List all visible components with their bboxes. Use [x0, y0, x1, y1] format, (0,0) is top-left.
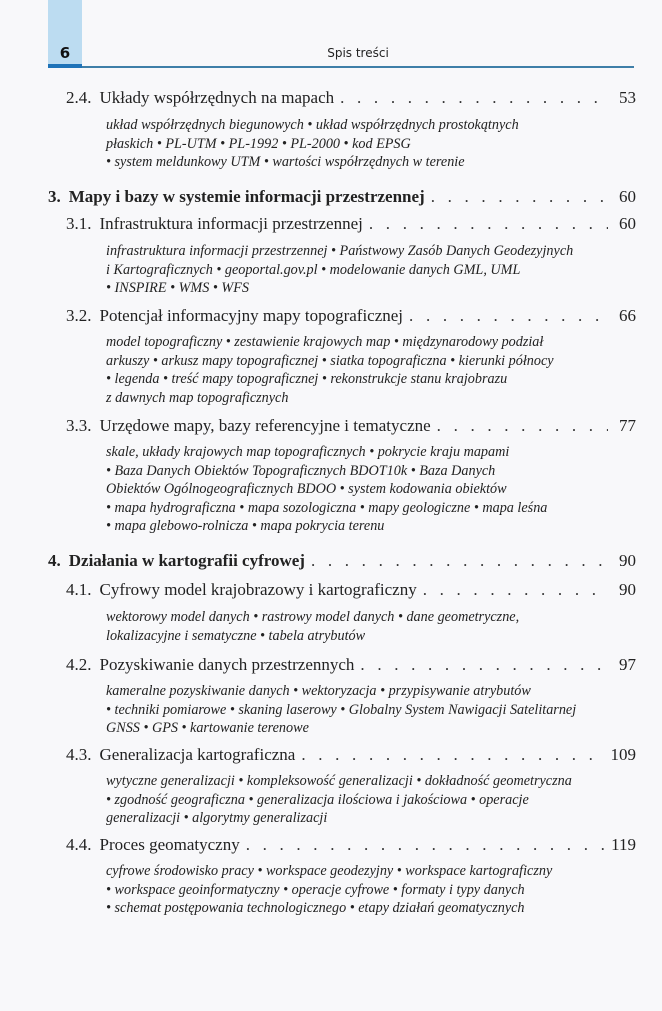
entry-page: 60	[619, 187, 636, 206]
toc-entry-4-1[interactable]	[66, 580, 636, 600]
entry-title: Potencjał informacyjny mapy topograficznej	[99, 306, 404, 325]
keyword-line: wytyczne generalizacji • kompleksowość generalizacji • dokładność geometryczna	[106, 773, 572, 789]
dot-leader	[423, 580, 608, 600]
entry-number: 3.3.	[66, 416, 92, 435]
keyword-line: płaskich • PL-UTM • PL-1992 • PL-2000 • kod EPSG	[106, 135, 411, 152]
keyword-line: infrastruktura informacji przestrzennej • Państwowy Zasób Danych Geodezyjnych	[106, 243, 574, 259]
entry-number: 3.2.	[66, 306, 92, 325]
toc-entry-4-4[interactable]	[66, 835, 636, 855]
keyword-line: cyfrowe środowisko pracy • workspace geodezyjny • workspace kartograficzny	[106, 863, 553, 879]
toc-entry-3-3[interactable]	[66, 416, 636, 436]
toc-entry-4-2[interactable]	[66, 655, 636, 675]
toc-entry-3-1[interactable]	[66, 214, 636, 234]
entry-title: Generalizacja kartograficzna	[99, 745, 296, 764]
entry-keywords	[106, 443, 606, 536]
dot-leader	[360, 655, 608, 675]
dot-leader	[246, 835, 605, 855]
keyword-line: układ współrzędnych biegunowych • układ współrzędnych prostokątnych	[106, 117, 519, 133]
toc-entry-2-4[interactable]	[66, 88, 636, 108]
entry-number: 4.3.	[66, 745, 92, 764]
page-number: 6	[59, 44, 71, 62]
entry-number: 4.	[48, 551, 61, 570]
entry-number: 3.1.	[66, 214, 92, 233]
entry-number: 2.4.	[66, 88, 92, 107]
dot-leader	[437, 416, 608, 436]
keyword-line: kameralne pozyskiwanie danych • wektoryzacja • przypisywanie atrybutów	[106, 683, 531, 699]
entry-title: Układy współrzędnych na mapach	[99, 88, 335, 107]
keyword-line: i Kartograficznych • geoportal.gov.pl • modelowanie danych GML, UML	[106, 261, 521, 278]
entry-title: Urzędowe mapy, bazy referencyjne i tematyczne	[99, 416, 431, 435]
toc-entry-4-3[interactable]	[66, 745, 636, 765]
keyword-line: • workspace geoinformatyczny • operacje cyfrowe • formaty i typy danych	[106, 881, 525, 898]
dot-leader	[301, 745, 604, 765]
keyword-line: GNSS • GPS • kartowanie terenowe	[106, 720, 309, 736]
entry-keywords	[106, 608, 606, 645]
entry-title: Proces geomatyczny	[99, 835, 240, 854]
entry-number: 3.	[48, 187, 61, 206]
keyword-line: Obiektów Ogólnogeograficznych BDOO • system kodowania obiektów	[106, 481, 507, 497]
keyword-line: • system meldunkowy UTM • wartości współrzędnych w terenie	[106, 154, 465, 170]
keyword-line: • mapa hydrograficzna • mapa sozologiczna • mapy geologiczne • mapa leśna	[106, 499, 548, 516]
keyword-line: • mapa glebowo-rolnicza • mapa pokrycia terenu	[106, 518, 385, 534]
entry-number: 4.1.	[66, 580, 92, 599]
toc-chapter-3[interactable]	[48, 187, 636, 207]
entry-number: 4.2.	[66, 655, 92, 674]
entry-page: 53	[619, 88, 636, 107]
entry-page: 90	[619, 580, 636, 599]
entry-keywords	[106, 116, 606, 172]
entry-page: 66	[619, 306, 636, 325]
keyword-line: arkuszy • arkusz mapy topograficznej • siatka topograficzna • kierunki północy	[106, 352, 554, 369]
tab-underline	[48, 64, 82, 68]
keyword-line: • techniki pomiarowe • skaning laserowy • Globalny System Nawigacji Satelitarnej	[106, 701, 577, 718]
entry-title: Mapy i bazy w systemie informacji przestrzennej	[68, 187, 425, 206]
dot-leader	[431, 187, 608, 207]
toc-chapter-4[interactable]	[48, 551, 636, 571]
keyword-line: • Baza Danych Obiektów Topograficznych BDOT10k • Baza Danych	[106, 462, 496, 479]
keyword-line: • legenda • treść mapy topograficznej • rekonstrukcje stanu krajobrazu	[106, 371, 508, 387]
keyword-line: wektorowy model danych • rastrowy model danych • dane geometryczne,	[106, 609, 520, 625]
keyword-line: lokalizacyjne i sematyczne • tabela atrybutów	[106, 627, 366, 644]
keyword-line: • schemat postępowania technologicznego • etapy działań geomatycznych	[106, 900, 525, 916]
dot-leader	[340, 88, 608, 108]
header-rule	[82, 66, 634, 68]
keyword-line: model topograficzny • zestawienie krajowych map • międzynarodowy podział	[106, 334, 544, 350]
keyword-line: z dawnych map topograficznych	[106, 389, 289, 406]
dot-leader	[369, 214, 608, 234]
entry-page: 60	[619, 214, 636, 233]
keyword-line: • zgodność geograficzna • generalizacja ilościowa i jakościowa • operacje	[106, 791, 529, 808]
dot-leader	[311, 551, 608, 571]
toc-entry-3-2[interactable]	[66, 306, 636, 326]
entry-page: 109	[610, 745, 636, 764]
keyword-line: • INSPIRE • WMS • WFS	[106, 280, 249, 296]
entry-page: 90	[619, 551, 636, 570]
entry-title: Działania w kartografii cyfrowej	[68, 551, 305, 570]
entry-number: 4.4.	[66, 835, 92, 854]
keyword-line: generalizacji • algorytmy generalizacji	[106, 810, 328, 826]
entry-keywords	[106, 242, 606, 298]
entry-title: Pozyskiwanie danych przestrzennych	[99, 655, 355, 674]
keyword-line: skale, układy krajowych map topograficznych • pokrycie kraju mapami	[106, 444, 510, 460]
entry-keywords	[106, 772, 606, 828]
entry-title: Infrastruktura informacji przestrzennej	[99, 214, 363, 233]
entry-page: 119	[611, 835, 636, 854]
running-header-title: Spis treści	[327, 46, 389, 60]
entry-title: Cyfrowy model krajobrazowy i kartograficzny	[99, 580, 417, 599]
entry-keywords	[106, 682, 606, 738]
entry-keywords	[106, 862, 606, 918]
entry-keywords	[106, 333, 606, 407]
dot-leader	[409, 306, 608, 326]
entry-page: 77	[619, 416, 636, 435]
entry-page: 97	[619, 655, 636, 674]
